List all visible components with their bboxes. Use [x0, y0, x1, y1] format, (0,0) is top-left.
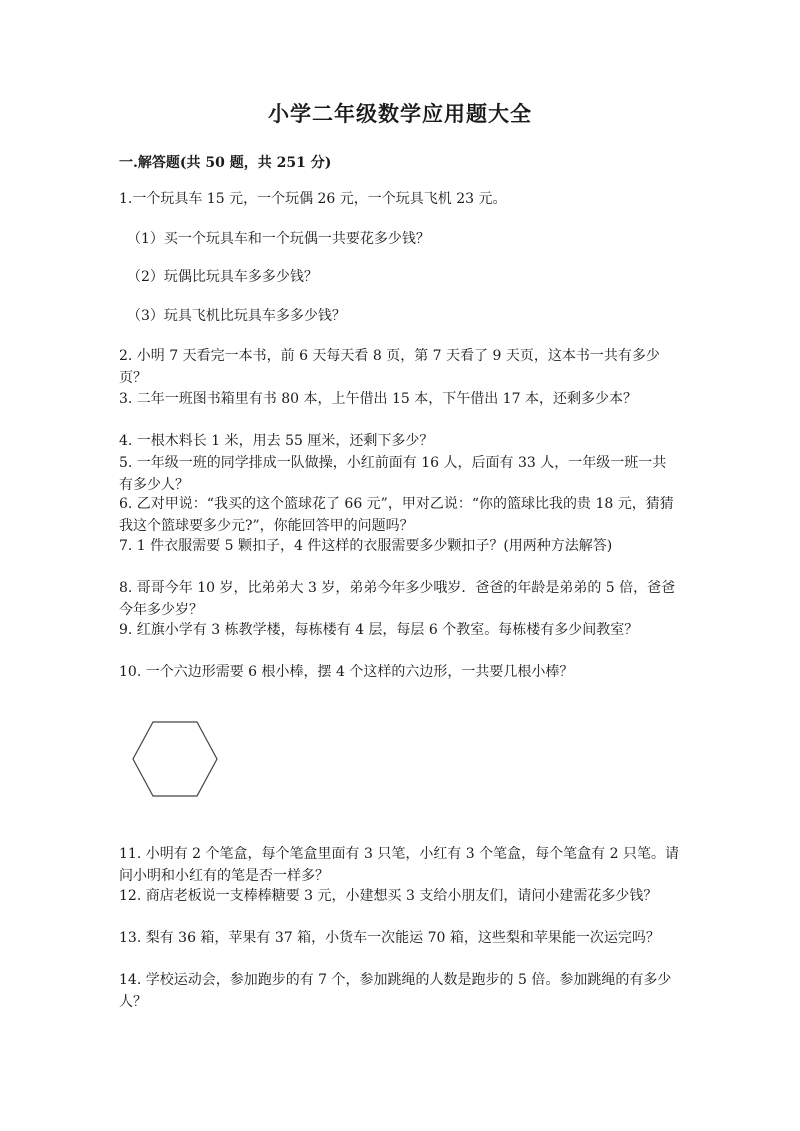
- question-11: 11. 小明有 2 个笔盒，每个笔盒里面有 3 只笔，小红有 3 个笔盒，每个笔盒有 2 只笔。请问小明和小红有的笔是否一样多？: [119, 846, 679, 884]
- hexagon-figure: [129, 720, 221, 798]
- question-1-part-1: （1）买一个玩具车和一个玩偶一共要花多少钱？: [127, 231, 430, 247]
- question-6: 6. 乙对甲说：“我买的这个篮球花了 66 元”，甲对乙说：“你的篮球比我的贵 18 元，猜猜我这个篮球要多少元?”，你能回答甲的问题吗？: [119, 496, 674, 534]
- question-9: 9. 红旗小学有 3 栋教学楼，每栋楼有 4 层，每层 6 个教室。每栋楼有多少间教室？: [119, 622, 639, 638]
- question-3: 3. 二年一班图书箱里有书 80 本，上午借出 15 本，下午借出 17 本，还剩多少本？: [119, 391, 637, 407]
- question-12: 12. 商店老板说一支棒棒糖要 3 元，小建想买 3 支给小朋友们，请问小建需花多少钱？: [119, 888, 658, 904]
- page-title: 小学二年级数学应用题大全: [268, 101, 532, 126]
- question-1-part-2: （2）玩偶比玩具车多多少钱？: [127, 269, 318, 285]
- question-1-stem: 1.一个玩具车 15 元，一个玩偶 26 元，一个玩具飞机 23 元。: [119, 191, 507, 207]
- section-heading: 一.解答题(共 50 题，共 251 分): [119, 155, 332, 171]
- question-14: 14. 学校运动会，参加跑步的有 7 个，参加跳绳的人数是跑步的 5 倍。参加跳绳的有多少人？: [119, 972, 672, 1010]
- question-7: 7. 1 件衣服需要 5 颗扣子，4 件这样的衣服需要多少颗扣子？(用两种方法解答): [119, 538, 613, 554]
- hexagon-shape: [129, 720, 221, 798]
- question-10: 10. 一个六边形需要 6 根小棒，摆 4 个这样的六边形，一共要几根小棒？: [119, 664, 574, 680]
- question-2: 2. 小明 7 天看完一本书，前 6 天每天看 8 页，第 7 天看了 9 天页，这本书一共有多少页？: [119, 348, 660, 386]
- question-4: 4. 一根木料长 1 米，用去 55 厘米，还剩下多少？: [119, 433, 434, 449]
- question-13: 13. 梨有 36 箱，苹果有 37 箱，小货车一次能运 70 箱，这些梨和苹果能一次运完吗？: [119, 930, 660, 946]
- question-8: 8. 哥哥今年 10 岁，比弟弟大 3 岁，弟弟今年多少哦岁．爸爸的年龄是弟弟的 5 倍，爸爸今年多少岁？: [119, 580, 676, 618]
- question-1-part-3: （3）玩具飞机比玩具车多多少钱？: [127, 308, 346, 324]
- question-5: 5. 一年级一班的同学排成一队做操，小红前面有 16 人，后面有 33 人，一年级一班一共有多少人？: [119, 455, 667, 493]
